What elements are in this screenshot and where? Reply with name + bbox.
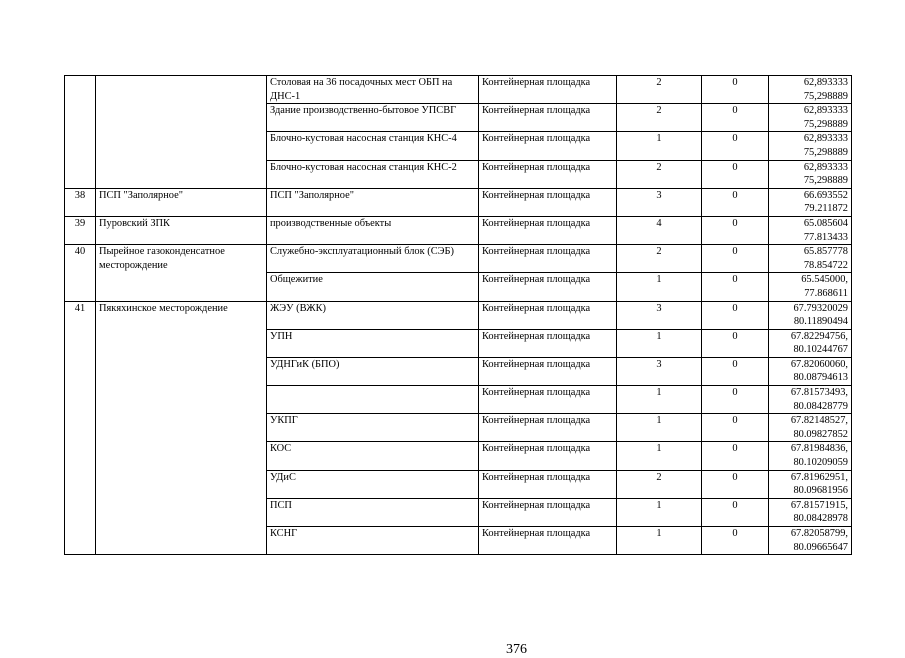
coordinates-cell: 62,893333 75,298889: [769, 160, 852, 188]
table-row: [65, 245, 852, 273]
zero-value-cell: 0: [702, 273, 769, 301]
site-type-cell: Контейнерная площадка: [479, 470, 617, 498]
container-count-cell: 1: [617, 386, 702, 414]
object-name-cell: Служебно-эксплуатационный блок (СЭБ): [267, 245, 479, 273]
row-number-cell: [65, 76, 96, 189]
object-name-cell: УДНГиК (БПО): [267, 357, 479, 385]
table-body: [65, 76, 852, 555]
container-count-cell: 3: [617, 301, 702, 329]
waste-sites-table: [64, 75, 852, 555]
container-count-cell: 1: [617, 273, 702, 301]
site-type-cell: Контейнерная площадка: [479, 498, 617, 526]
zero-value-cell: 0: [702, 498, 769, 526]
container-count-cell: 1: [617, 329, 702, 357]
zero-value-cell: 0: [702, 188, 769, 216]
site-name-cell: Пырейное газоконденсатное месторождение: [96, 245, 267, 301]
coordinates-cell: 62,893333 75,298889: [769, 104, 852, 132]
container-count-cell: 4: [617, 216, 702, 244]
container-count-cell: 1: [617, 527, 702, 555]
container-count-cell: 1: [617, 414, 702, 442]
site-type-cell: Контейнерная площадка: [479, 442, 617, 470]
site-type-cell: Контейнерная площадка: [479, 357, 617, 385]
site-name-cell: ПСП "Заполярное": [96, 188, 267, 216]
zero-value-cell: 0: [702, 160, 769, 188]
site-type-cell: Контейнерная площадка: [479, 76, 617, 104]
object-name-cell: КСНГ: [267, 527, 479, 555]
object-name-cell: Блочно-кустовая насосная станция КНС-4: [267, 132, 479, 160]
container-count-cell: 3: [617, 357, 702, 385]
container-count-cell: 2: [617, 76, 702, 104]
container-count-cell: 1: [617, 498, 702, 526]
row-number-cell: 38: [65, 188, 96, 216]
coordinates-cell: 67.81573493, 80.08428779: [769, 386, 852, 414]
site-type-cell: Контейнерная площадка: [479, 527, 617, 555]
site-type-cell: Контейнерная площадка: [479, 132, 617, 160]
site-type-cell: Контейнерная площадка: [479, 414, 617, 442]
object-name-cell: ЖЭУ (ВЖК): [267, 301, 479, 329]
site-name-cell: Пуровский ЗПК: [96, 216, 267, 244]
coordinates-cell: 67.82294756, 80.10244767: [769, 329, 852, 357]
coordinates-cell: 62,893333 75,298889: [769, 76, 852, 104]
zero-value-cell: 0: [702, 414, 769, 442]
object-name-cell: Столовая на 36 посадочных мест ОБП на ДНС-1: [267, 76, 479, 104]
zero-value-cell: 0: [702, 245, 769, 273]
object-name-cell: УКПГ: [267, 414, 479, 442]
object-name-cell: ПСП: [267, 498, 479, 526]
coordinates-cell: 65.545000, 77.868611: [769, 273, 852, 301]
coordinates-cell: 67.81984836, 80.10209059: [769, 442, 852, 470]
zero-value-cell: 0: [702, 527, 769, 555]
site-type-cell: Контейнерная площадка: [479, 301, 617, 329]
coordinates-cell: 67.81962951, 80.09681956: [769, 470, 852, 498]
row-number-cell: 41: [65, 301, 96, 555]
object-name-cell: Общежитие: [267, 273, 479, 301]
zero-value-cell: 0: [702, 104, 769, 132]
zero-value-cell: 0: [702, 76, 769, 104]
coordinates-cell: 65.085604 77.813433: [769, 216, 852, 244]
coordinates-cell: 67.82058799, 80.09665647: [769, 527, 852, 555]
table-row: [65, 301, 852, 329]
coordinates-cell: 67.81571915, 80.08428978: [769, 498, 852, 526]
table-row: [65, 216, 852, 244]
zero-value-cell: 0: [702, 301, 769, 329]
object-name-cell: ПСП "Заполярное": [267, 188, 479, 216]
container-count-cell: 3: [617, 188, 702, 216]
zero-value-cell: 0: [702, 329, 769, 357]
zero-value-cell: 0: [702, 216, 769, 244]
site-type-cell: Контейнерная площадка: [479, 273, 617, 301]
container-count-cell: 2: [617, 160, 702, 188]
coordinates-cell: 66.693552 79.211872: [769, 188, 852, 216]
coordinates-cell: 65.857778 78.854722: [769, 245, 852, 273]
coordinates-cell: 67.82060060, 80.08794613: [769, 357, 852, 385]
container-count-cell: 1: [617, 132, 702, 160]
container-count-cell: 2: [617, 245, 702, 273]
site-type-cell: Контейнерная площадка: [479, 216, 617, 244]
object-name-cell: [267, 386, 479, 414]
object-name-cell: производственные объекты: [267, 216, 479, 244]
row-number-cell: 39: [65, 216, 96, 244]
zero-value-cell: 0: [702, 470, 769, 498]
site-type-cell: Контейнерная площадка: [479, 245, 617, 273]
table-row: [65, 76, 852, 104]
zero-value-cell: 0: [702, 132, 769, 160]
coordinates-cell: 67.82148527, 80.09827852: [769, 414, 852, 442]
site-type-cell: Контейнерная площадка: [479, 188, 617, 216]
table-row: [65, 188, 852, 216]
row-number-cell: 40: [65, 245, 96, 301]
container-count-cell: 1: [617, 442, 702, 470]
zero-value-cell: 0: [702, 442, 769, 470]
site-type-cell: Контейнерная площадка: [479, 386, 617, 414]
zero-value-cell: 0: [702, 386, 769, 414]
coordinates-cell: 62,893333 75,298889: [769, 132, 852, 160]
object-name-cell: Блочно-кустовая насосная станция КНС-2: [267, 160, 479, 188]
site-type-cell: Контейнерная площадка: [479, 104, 617, 132]
site-type-cell: Контейнерная площадка: [479, 160, 617, 188]
zero-value-cell: 0: [702, 357, 769, 385]
document-page: [64, 75, 851, 657]
object-name-cell: УПН: [267, 329, 479, 357]
page-number: 376: [506, 642, 527, 657]
object-name-cell: Здание производственно-бытовое УПСВГ: [267, 104, 479, 132]
coordinates-cell: 67.79320029 80.11890494: [769, 301, 852, 329]
site-name-cell: [96, 76, 267, 189]
container-count-cell: 2: [617, 104, 702, 132]
container-count-cell: 2: [617, 470, 702, 498]
object-name-cell: КОС: [267, 442, 479, 470]
object-name-cell: УДиС: [267, 470, 479, 498]
site-type-cell: Контейнерная площадка: [479, 329, 617, 357]
site-name-cell: Пякяхинское месторождение: [96, 301, 267, 555]
